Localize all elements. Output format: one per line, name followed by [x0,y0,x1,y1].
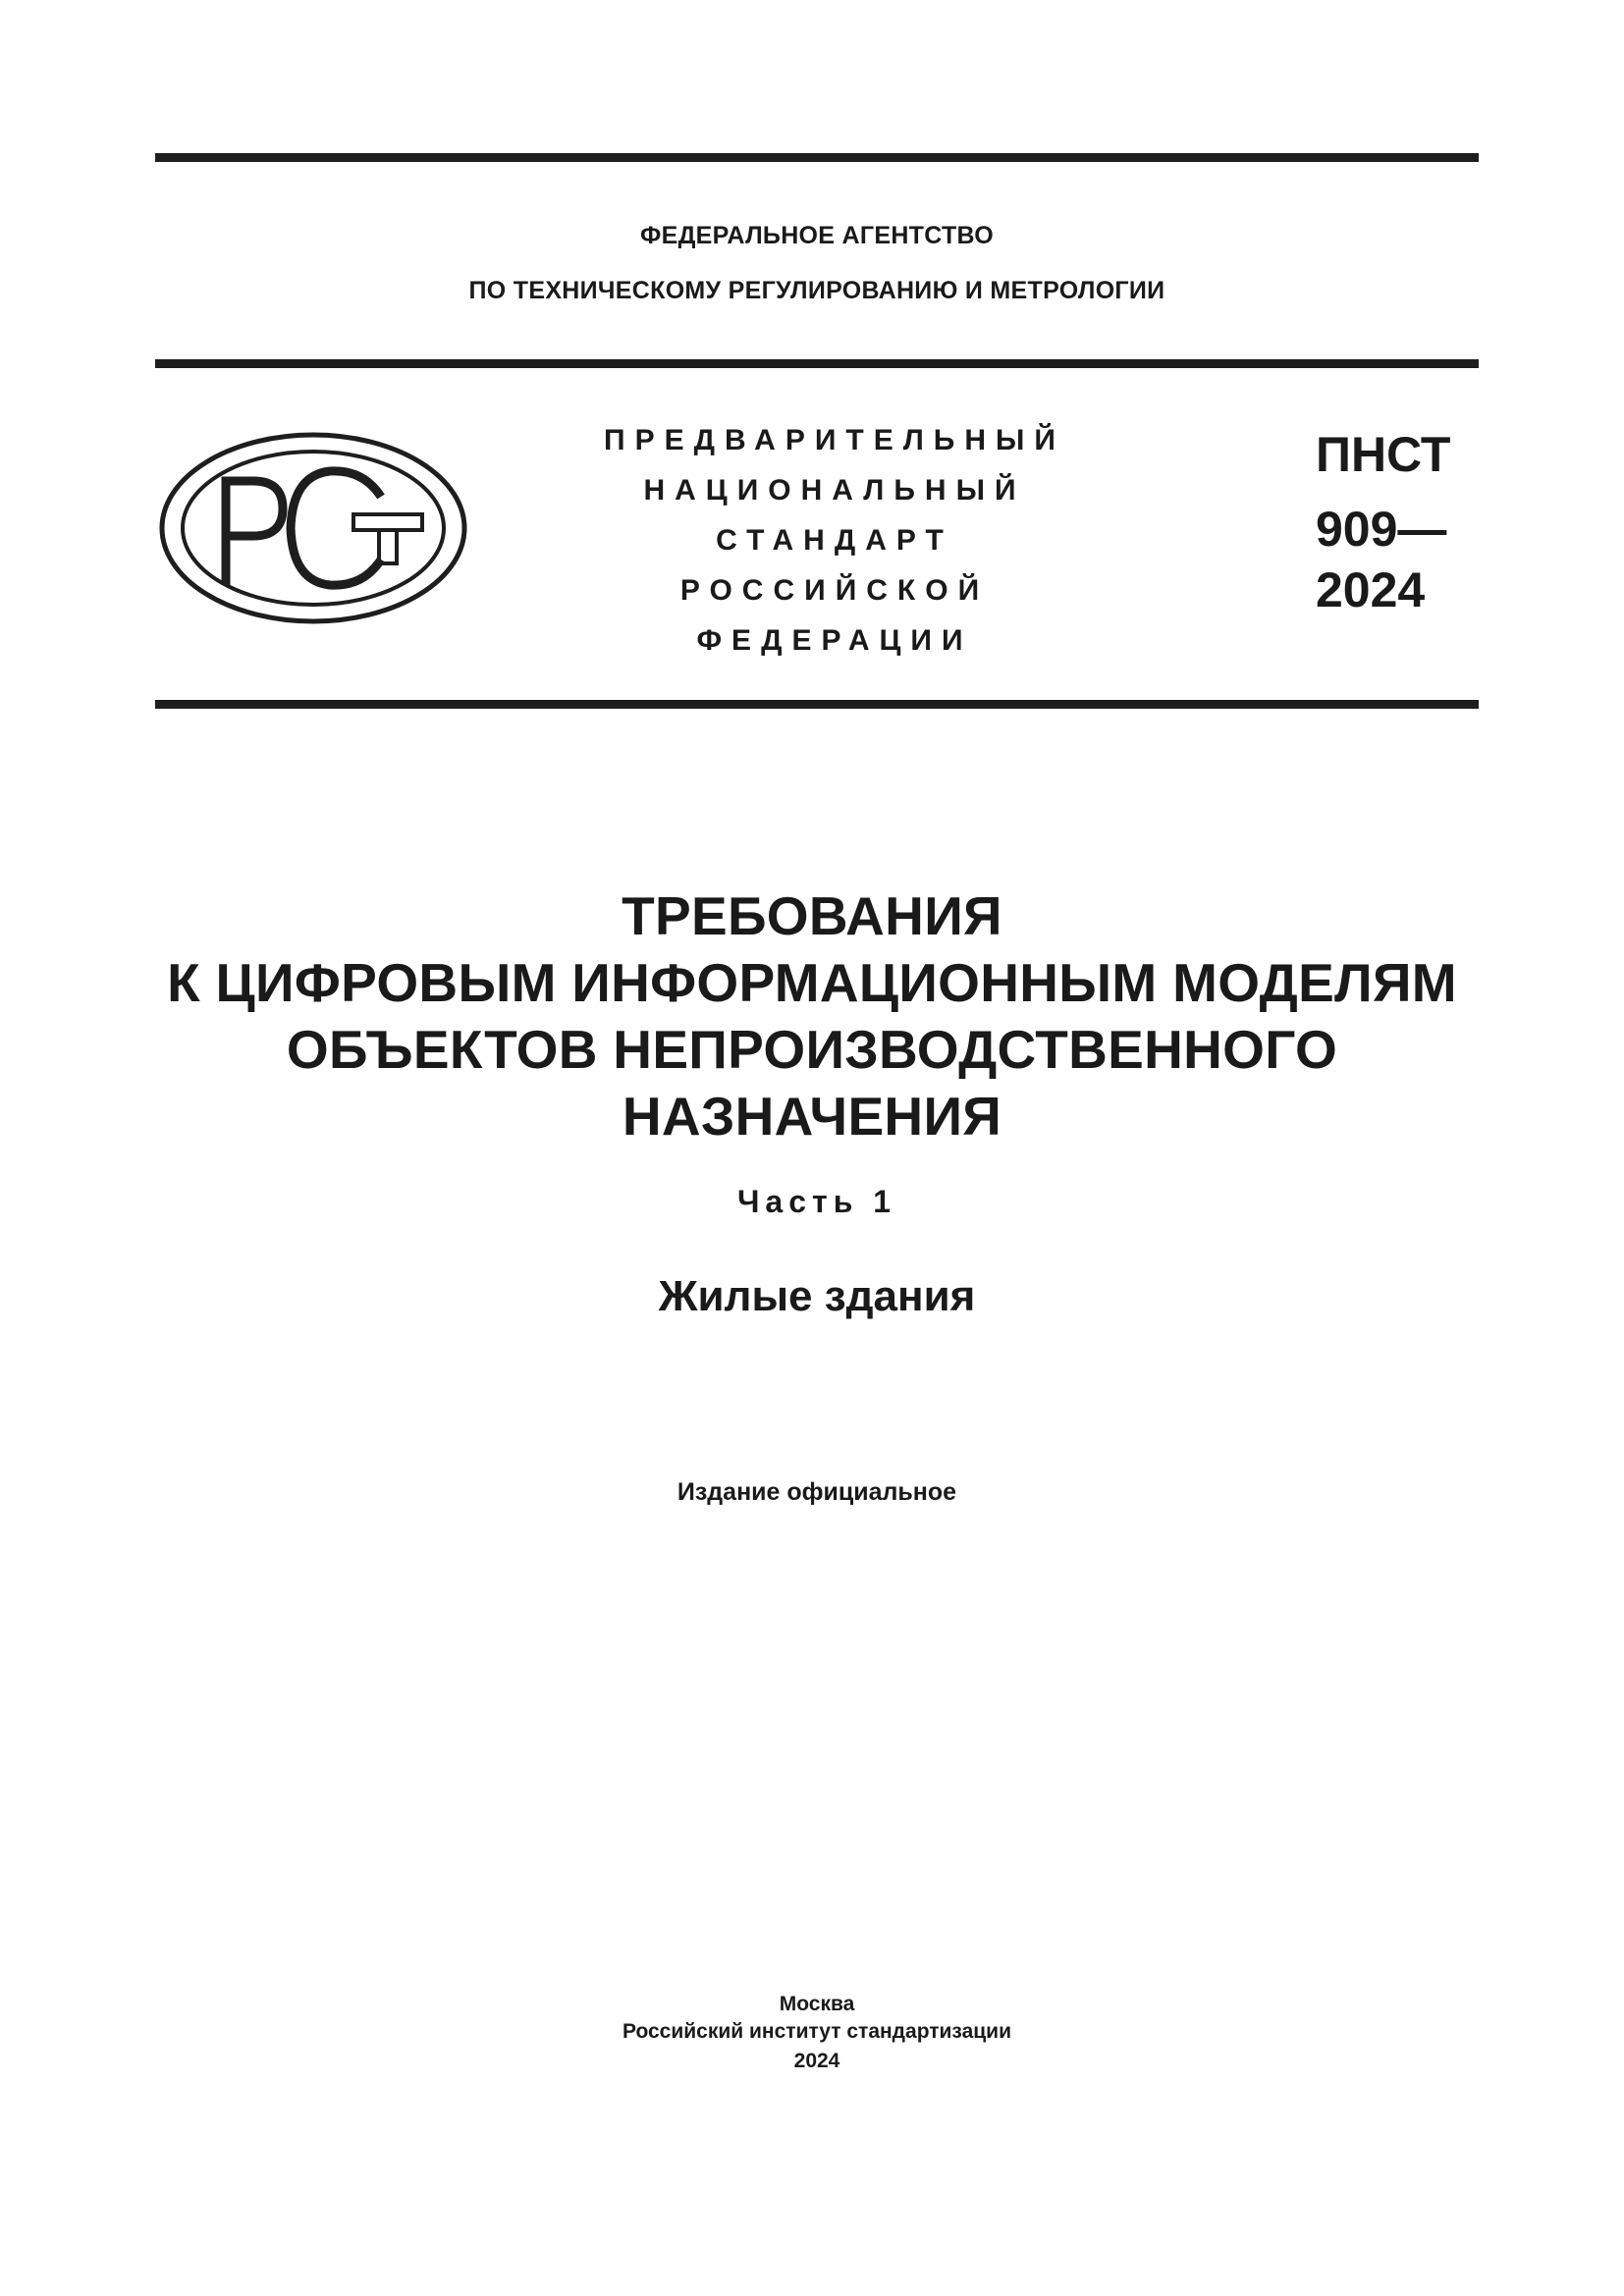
header-rule [155,359,1479,368]
document-title-line: НАЗНАЧЕНИЯ [622,1086,1002,1147]
edition-note: Издание официальное [677,1478,957,1506]
standard-type-line: ПРЕДВАРИТЕЛЬНЫЙ [604,424,1065,456]
document-part: Часть 1 [736,1184,897,1219]
standard-designation-year: 2024 [1316,562,1426,617]
imprint-year: 2024 [793,2050,840,2072]
standard-type-line: НАЦИОНАЛЬНЫЙ [643,474,1026,507]
header-bottom-rule [155,700,1479,709]
standard-designation-prefix: ПНСТ [1316,427,1451,482]
standard-type-line: РОССИЙСКОЙ [679,574,990,607]
document-subtitle: Жилые здания [658,1272,976,1320]
gost-r-emblem-icon [157,430,469,626]
standard-type-line: ФЕДЕРАЦИИ [696,624,973,657]
document-title-line: К ЦИФРОВЫМ ИНФОРМАЦИОННЫМ МОДЕЛЯМ [167,952,1457,1013]
agency-name-line1: ФЕДЕРАЛЬНОЕ АГЕНТСТВО [639,222,995,249]
standard-designation-number: 909— [1316,502,1447,557]
top-rule [155,153,1479,162]
document-title-line: ОБЪЕКТОВ НЕПРОИЗВОДСТВЕННОГО [286,1019,1338,1080]
imprint-publisher: Российский институт стандартизации [622,2020,1012,2043]
agency-name-line2: ПО ТЕХНИЧЕСКОМУ РЕГУЛИРОВАНИЮ И МЕТРОЛОГИИ [468,277,1165,304]
imprint-city: Москва [779,1993,855,2015]
standard-type-line: СТАНДАРТ [716,524,953,557]
document-title-line: ТРЕБОВАНИЯ [622,885,1002,946]
